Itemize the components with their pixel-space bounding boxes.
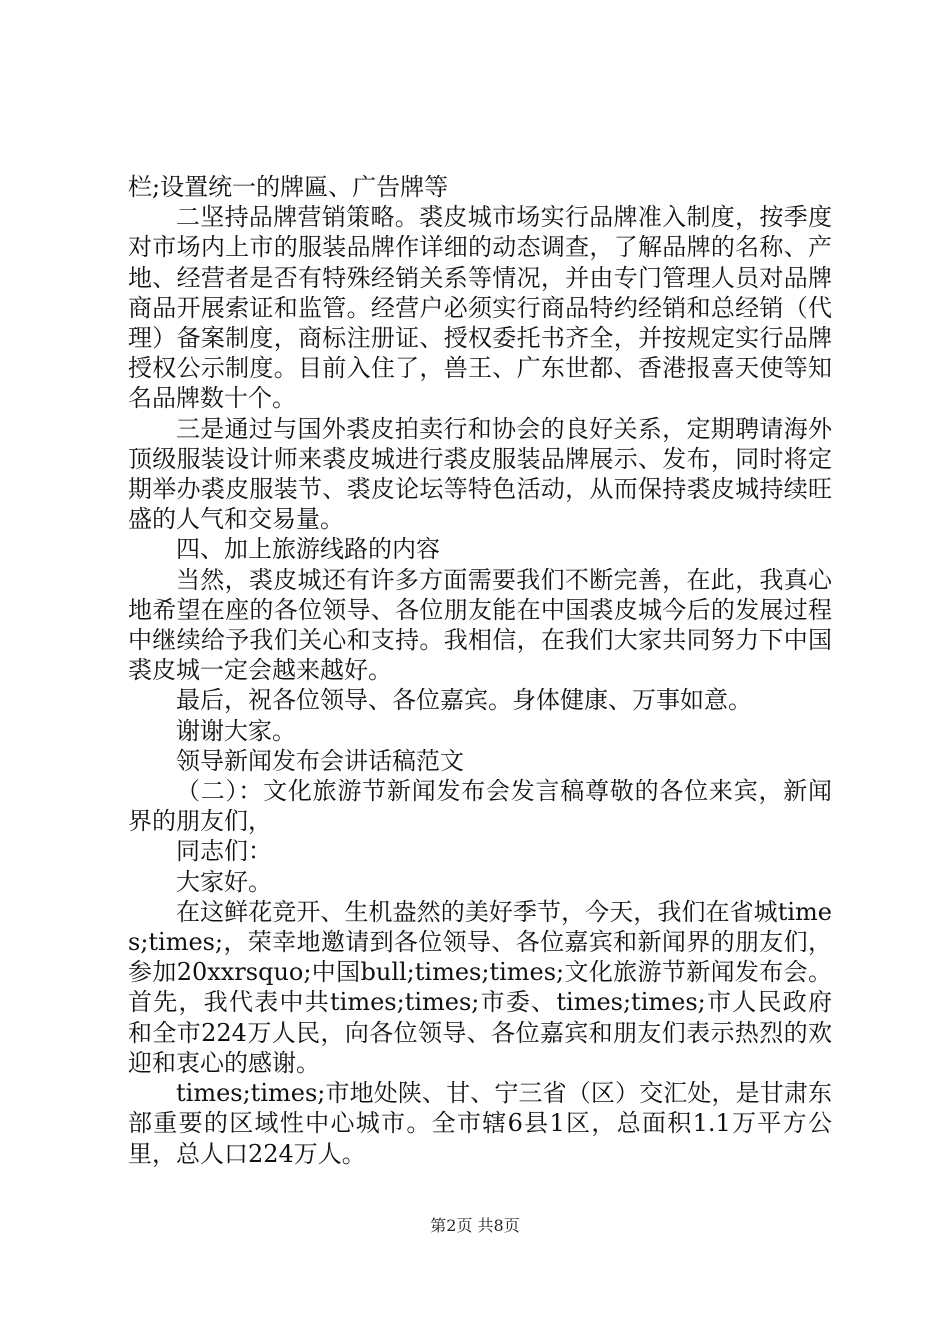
document-body [128,172,832,1169]
paragraph-6: 最后，祝各位领导、各位嘉宾。身体健康、万事如意。 [176,686,752,715]
paragraph-10: 同志们： [176,837,272,866]
paragraph-4: 四、加上旅游线路的内容 [176,535,440,564]
page-number-label: 第2页 共8页 [430,1216,520,1235]
paragraph-8: 领导新闻发布会讲话稿范文 [176,746,464,775]
paragraph-9: （二）：文化旅游节新闻发布会发言稿尊敬的各位来宾，新闻界的朋友们， [128,777,832,836]
paragraph-3: 三是通过与国外裘皮拍卖行和协会的良好关系，定期聘请海外顶级服装设计师来裘皮城进行裘皮服装品牌展示、发布，同时将定期举办裘皮服装节、裘皮论坛等特色活动，从而保持裘皮城持续旺盛的人气和交易量。 [128,414,832,534]
paragraph-11: 大家好。 [176,867,272,896]
paragraph-1: 栏;设置统一的牌匾、广告牌等 [128,173,449,201]
paragraph-12: 在这鲜花竞开、生机盎然的美好季节，今天，我们在省城times;times;，荣幸地邀请到各位领导、各位嘉宾和新闻界的朋友们，参加20xxrsquo;中国bull;times;times;文化旅游节新闻发布会。首先，我代表中共times;times;市委、times;times;市人民政府和全市224万人民，向各位领导、各位嘉宾和朋友们表示热烈的欢迎和衷心的感谢。 [128,897,832,1077]
paragraph-2: 二坚持品牌营销策略。裘皮城市场实行品牌准入制度，按季度对市场内上市的服装品牌作详细的动态调查，了解品牌的名称、产地、经营者是否有特殊经销关系等情况，并由专门管理人员对品牌商品开展索证和监管。经营户必须实行商品特约经销和总经销（代理）备案制度，商标注册证、授权委托书齐全，并按规定实行品牌授权公示制度。目前入住了，兽王、广东世都、香港报喜天使等知名品牌数十个。 [128,203,832,413]
paragraph-5: 当然，裘皮城还有许多方面需要我们不断完善，在此，我真心地希望在座的各位领导、各位朋友能在中国裘皮城今后的发展过程中继续给予我们关心和支持。我相信，在我们大家共同努力下中国裘皮城一定会越来越好。 [128,565,832,685]
paragraph-7: 谢谢大家。 [176,716,296,745]
page-footer [0,1216,950,1236]
paragraph-13: times;times;市地处陕、甘、宁三省（区）交汇处，是甘肃东部重要的区域性中心城市。全市辖6县1区，总面积1.1万平方公里，总人口224万人。 [128,1079,832,1168]
